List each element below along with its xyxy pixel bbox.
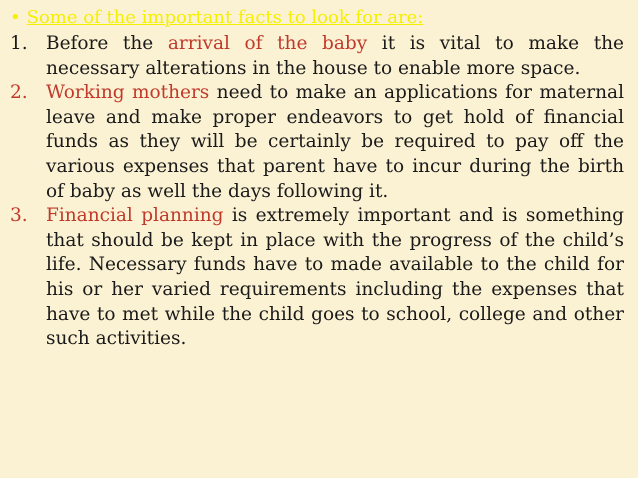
item-text-after: need to make an applications for maternal leave and make proper endeavors to get hold of financial funds as they will be certainly be required to pay off the various expenses that parent have to incur during the birth of baby as well the days following it. — [46, 82, 624, 202]
item-highlight: arrival of the baby — [167, 33, 368, 54]
item-text-after: it is vital to make the necessary alterations in the house to enable more space. — [46, 33, 624, 79]
item-number: 1. — [10, 33, 28, 54]
intro-line — [10, 4, 624, 32]
intro-text: Some of the important facts to look for are: — [26, 7, 424, 28]
item-text-after: is extremely important and is something that should be kept in place with the progress of the child’s life. Necessary funds have to made available to the child for his or her varied requirements including the expenses that have to met while the child goes to school, college and other such activities. — [46, 205, 624, 350]
bullet-icon: • — [10, 7, 21, 28]
list-item — [10, 204, 624, 352]
item-text-before: Before the — [46, 33, 168, 54]
item-highlight: Financial planning — [46, 205, 224, 227]
list-item — [10, 81, 624, 204]
facts-list — [10, 32, 624, 352]
list-item — [10, 32, 624, 81]
item-number: 2. — [10, 82, 28, 104]
item-number: 3. — [10, 205, 28, 227]
item-highlight: Working mothers — [46, 82, 210, 104]
